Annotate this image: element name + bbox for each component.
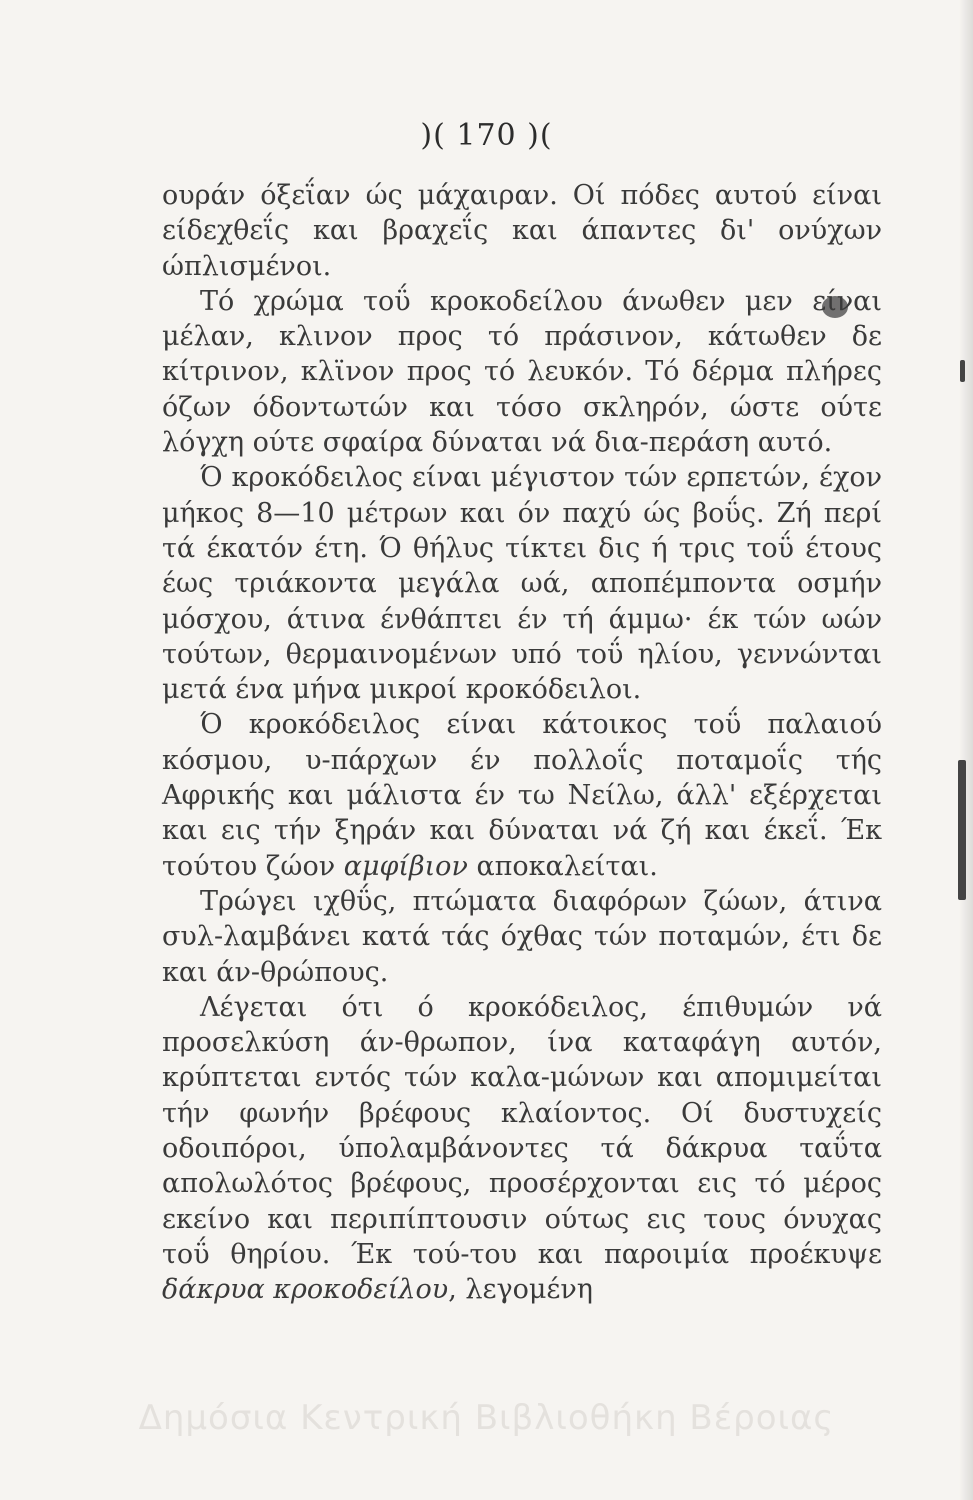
paragraph-text-tail: αποκαλείται. (467, 850, 658, 882)
paragraph-text: Ό κροκόδειλος είναι κάτοικος τοΰ παλαιού κόσμου, υ-πάρχων έν πολλοΐς ποταμοΐς τής Αφρικής και μάλιστα έν τω Νείλω, άλλ' εξέρχεται και εις τήν ξηράν και δύναται νά ζή και έκεΐ. Έκ τούτου ζώον (162, 709, 882, 882)
paragraph-text: Τρώγει ιχθΰς, πτώματα διαφόρων ζώων, άτινα συλ-λαμβάνει κατά τάς όχθας τών ποταμών, έτι δε και άν-θρώπους. (162, 885, 882, 988)
italic-term: δάκρυα κροκοδείλου (162, 1274, 449, 1306)
paragraph (162, 707, 882, 883)
paragraph (162, 284, 882, 460)
paragraph (162, 884, 882, 990)
margin-mark (960, 360, 965, 382)
library-watermark: Δημόσια Κεντρική Βιβλιοθήκη Βέροιας (138, 1398, 835, 1438)
paragraph (162, 178, 882, 284)
italic-term: αμφίβιον (343, 850, 468, 882)
paragraph-text-tail: , λεγομένη (448, 1274, 593, 1306)
paragraph (162, 460, 882, 707)
paragraph-text: Λέγεται ότι ό κροκόδειλος, έπιθυμών νά προσελκύση άν-θρωπον, ίνα καταφάγη αυτόν, κρύπτεται εντός τών καλα-μώνων και απομιμείται τήν φωνήν βρέφους κλαίοντος. Οί δυστυχείς οδοιπόροι, ύπολαμβάνοντες τά δάκρυα ταΰτα απολωλότος βρέφους, προσέρχονται εις τό μέρος εκείνο και περιπίπτουσιν ούτως εις τους όνυχας τοΰ θηρίου. Έκ τού-του και παροιμία προέκυψε (162, 991, 882, 1270)
paragraph-text: ουράν όξεΐαν ώς μάχαιραν. Οί πόδες αυτού είναι είδεχθεΐς και βραχεΐς και άπαντες δι' ονύχων ώπλισμένοι. (162, 180, 882, 282)
margin-mark (958, 760, 966, 900)
page-number-header: )( 170 )( (420, 118, 553, 153)
paragraph-text: Τό χρώμα τοΰ κροκοδείλου άνωθεν μεν είναι μέλαν, κλινον προς τό πράσινον, κάτωθεν δε κίτρινον, κλϊνον προς τό λευκόν. Τό δέρμα πλήρες όζων όδοντωτών και τόσο σκληρόν, ώστε ούτε λόγχη ούτε σφαίρα δύναται νά δια-περάση αυτό. (162, 285, 882, 459)
paragraph-text: Ό κροκόδειλος είναι μέγιστον τών ερπετών, έχον μήκος 8—10 μέτρων και όν παχύ ώς βοΰς. Ζή περί τά έκατόν έτη. Ό θήλυς τίκτει δις ή τρις τοΰ έτους έως τριάκοντα μεγάλα ωά, αποπέμποντα οσμήν μόσχου, άτινα ένθάπτει έν τή άμμω· έκ τών ωών τούτων, θερμαινομένων υπό τοΰ ηλίου, γεννώνται μετά ένα μήνα μικροί κροκόδειλοι. (162, 462, 882, 706)
paragraph (162, 990, 882, 1308)
page-body-text (162, 178, 882, 1308)
